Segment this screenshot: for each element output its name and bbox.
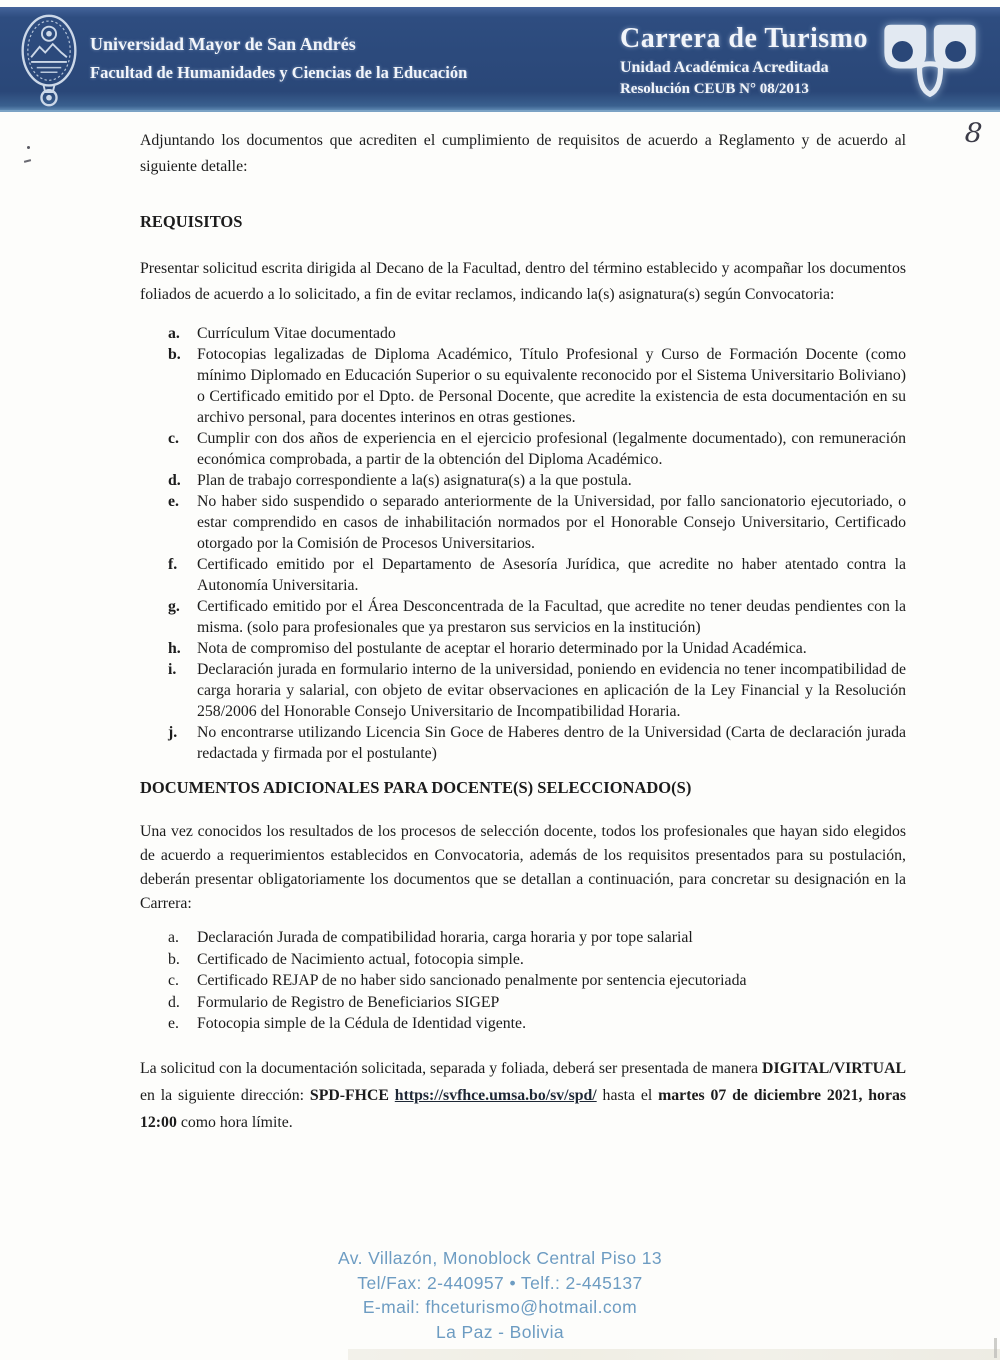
list-item-text: Fotocopia simple de la Cédula de Identidad vigente. <box>197 1015 527 1032</box>
list-item-marker: b. <box>168 950 180 968</box>
list-item-text: Certificado REJAP de no haber sido sancionado penalmente por sentencia ejecutoriada <box>197 972 747 989</box>
list-item <box>168 344 906 428</box>
list-item <box>168 596 906 638</box>
margin-pen-dash <box>24 159 31 163</box>
list-item-text: No haber sido suspendido o separado anteriormente de la Universidad, por fallo sancionatorio ejecutoriado, o estar comprendido en casos de inhabilitación normados por el Honorable Consejo Universitario, Certificado otorgado por la Comisión de Procesos Universitarios. <box>197 493 906 552</box>
requisitos-list <box>140 323 906 764</box>
list-item <box>168 1013 906 1035</box>
list-item-text: Certificado emitido por el Departamento de Asesoría Jurídica, que acredite no haber atentado contra la Autonomía Universitaria. <box>197 556 906 594</box>
adicionales-list <box>140 927 906 1035</box>
list-item-marker: f. <box>168 556 178 573</box>
list-item <box>168 927 906 949</box>
list-item-marker: i. <box>168 661 177 678</box>
list-item <box>168 323 906 344</box>
list-item-text: Declaración jurada en formulario interno de la universidad, poniendo en evidencia no tener incompatibilidad de carga horaria y salarial, con objeto de evitar observaciones en aplicación de la Ley Financial y la Resolución 258/2006 del Honorable Consejo Universitario de Incompatibilidad Horaria. <box>197 661 906 720</box>
footer-city: La Paz - Bolivia <box>436 1321 564 1342</box>
list-item <box>168 491 906 554</box>
list-item-marker: g. <box>168 598 180 615</box>
tourism-owl-logo-icon <box>882 21 978 104</box>
closing-bold-digital: DIGITAL/VIRTUAL <box>762 1059 907 1077</box>
margin-pen-dot <box>27 146 30 149</box>
list-item <box>168 722 906 764</box>
list-item-text: Cumplir con dos años de experiencia en el ejercicio profesional (legalmente documentado), con remuneración económica comprobada, a partir de la obtención del Diploma Académico. <box>197 430 906 468</box>
closing-text: en la siguiente dirección: <box>140 1086 305 1104</box>
list-item <box>168 638 906 659</box>
list-item-text: Certificado emitido por el Área Desconcentrada de la Facultad, que acredite no tener deudas pendientes con la misma. (solo para profesionales que ya prestaron sus servicios en la institución) <box>197 598 906 636</box>
closing-text: hasta el <box>602 1086 653 1104</box>
list-item <box>168 428 906 470</box>
list-item-text: No encontrarse utilizando Licencia Sin Goce de Haberes dentro de la Universidad (Carta de declaración jurada redactada y firmada por el postulante) <box>197 724 906 762</box>
footer-phones: Tel/Fax: 2-440957 • Telf.: 2-445137 <box>357 1272 643 1293</box>
submission-url-link: https://svfhce.umsa.bo/sv/spd/ <box>394 1086 597 1104</box>
list-item <box>168 470 906 491</box>
footer-contact-block <box>0 1246 1000 1344</box>
list-item-marker: j. <box>168 724 178 741</box>
list-item <box>168 970 906 992</box>
footer-address: Av. Villazón, Monoblock Central Piso 13 <box>338 1248 662 1268</box>
list-item-text: Formulario de Registro de Beneficiarios SIGEP <box>197 993 500 1011</box>
requisitos-heading: REQUISITOS <box>140 212 243 231</box>
requisitos-intro-paragraph: Presentar solicitud escrita dirigida al Decano de la Facultad, dentro del término establecido y acompañar los documentos foliados de acuerdo a lo solicitado, a fin de evitar reclamos, indicando la(s) asignatura(s) según Convocatoria: <box>140 260 906 303</box>
intro-paragraph: Adjuntando los documentos que acrediten el cumplimiento de requisitos de acuerdo a Reglamento y de acuerdo al siguiente detalle: <box>140 132 906 175</box>
list-item <box>168 992 906 1014</box>
document-body <box>140 122 906 1136</box>
adicionales-intro-paragraph: Una vez conocidos los resultados de los procesos de selección docente, todos los profesionales que hayan sido elegidos de acuerdo a requerimientos establecidos en Convocatoria, además de los requisitos presentados para su postulación, deberán presentar obligatoriamente los documentos que se detallan a continuación, para concretar su designación en la Carrera: <box>140 823 906 912</box>
list-item-marker: c. <box>168 972 179 989</box>
faculty-name: Facultad de Humanidades y Ciencias de la Educación <box>90 63 468 82</box>
list-item-text: Plan de trabajo correspondiente a la(s) asignatura(s) a la que postula. <box>197 472 632 489</box>
list-item-marker: b. <box>168 346 181 363</box>
university-name: Universidad Mayor de San Andrés <box>90 34 356 54</box>
list-item-text: Fotocopias legalizadas de Diploma Académico, Título Profesional y Curso de Formación Docente (como mínimo Diplomado en Educación Superior o su equivalente reconocido por el Sistema Universitario Boliviano) o Certificado emitido por el Dpto. de Personal Docente, que acredite la existencia de esta documentación en su archivo personal, para docentes interinos en otras gestiones. <box>197 346 906 426</box>
list-item <box>168 659 906 722</box>
list-item-text: Certificado de Nacimiento actual, fotocopia simple. <box>197 950 524 968</box>
list-item-text: Declaración Jurada de compatibilidad horaria, carga horaria y por tope salarial <box>197 929 693 946</box>
list-item-marker: a. <box>168 325 180 342</box>
umsa-seal-icon <box>16 13 82 114</box>
closing-bold-deadline: martes 07 de diciembre 2021, horas 12:00 <box>140 1086 907 1131</box>
footer-email: E-mail: fhceturismo@hotmail.com <box>362 1297 638 1317</box>
adicionales-heading: DOCUMENTOS ADICIONALES PARA DOCENTE(S) SELECCIONADO(S) <box>140 778 692 797</box>
list-item <box>168 554 906 596</box>
list-item-marker: e. <box>168 1015 179 1032</box>
career-title: Carrera de Turismo <box>619 23 868 54</box>
list-item-marker: a. <box>168 929 179 946</box>
accreditation-label: Unidad Académica Acreditada <box>619 59 829 76</box>
list-item-text: Currículum Vitae documentado <box>197 325 396 342</box>
closing-paragraph <box>140 1055 906 1136</box>
closing-text: La solicitud con la documentación solicitada, separada y foliada, deberá ser presentada de manera <box>140 1059 759 1077</box>
scan-artifact-edge <box>994 1338 997 1358</box>
list-item <box>168 949 906 971</box>
list-item-marker: d. <box>168 993 180 1011</box>
closing-bold-spd: SPD-FHCE <box>309 1086 389 1104</box>
closing-text: como hora límite. <box>180 1113 293 1131</box>
header-band <box>0 7 1000 112</box>
list-item-text: Nota de compromiso del postulante de aceptar el horario determinado por la Unidad Académica. <box>197 640 807 657</box>
list-item-marker: h. <box>168 640 181 657</box>
list-item-marker: d. <box>168 472 181 489</box>
resolution-label: Resolución CEUB N° 08/2013 <box>619 81 809 97</box>
list-item-marker: c. <box>168 430 179 447</box>
scan-artifact-strip <box>348 1349 1000 1360</box>
handwritten-page-number: 8 <box>963 117 984 150</box>
list-item-marker: e. <box>168 493 179 510</box>
